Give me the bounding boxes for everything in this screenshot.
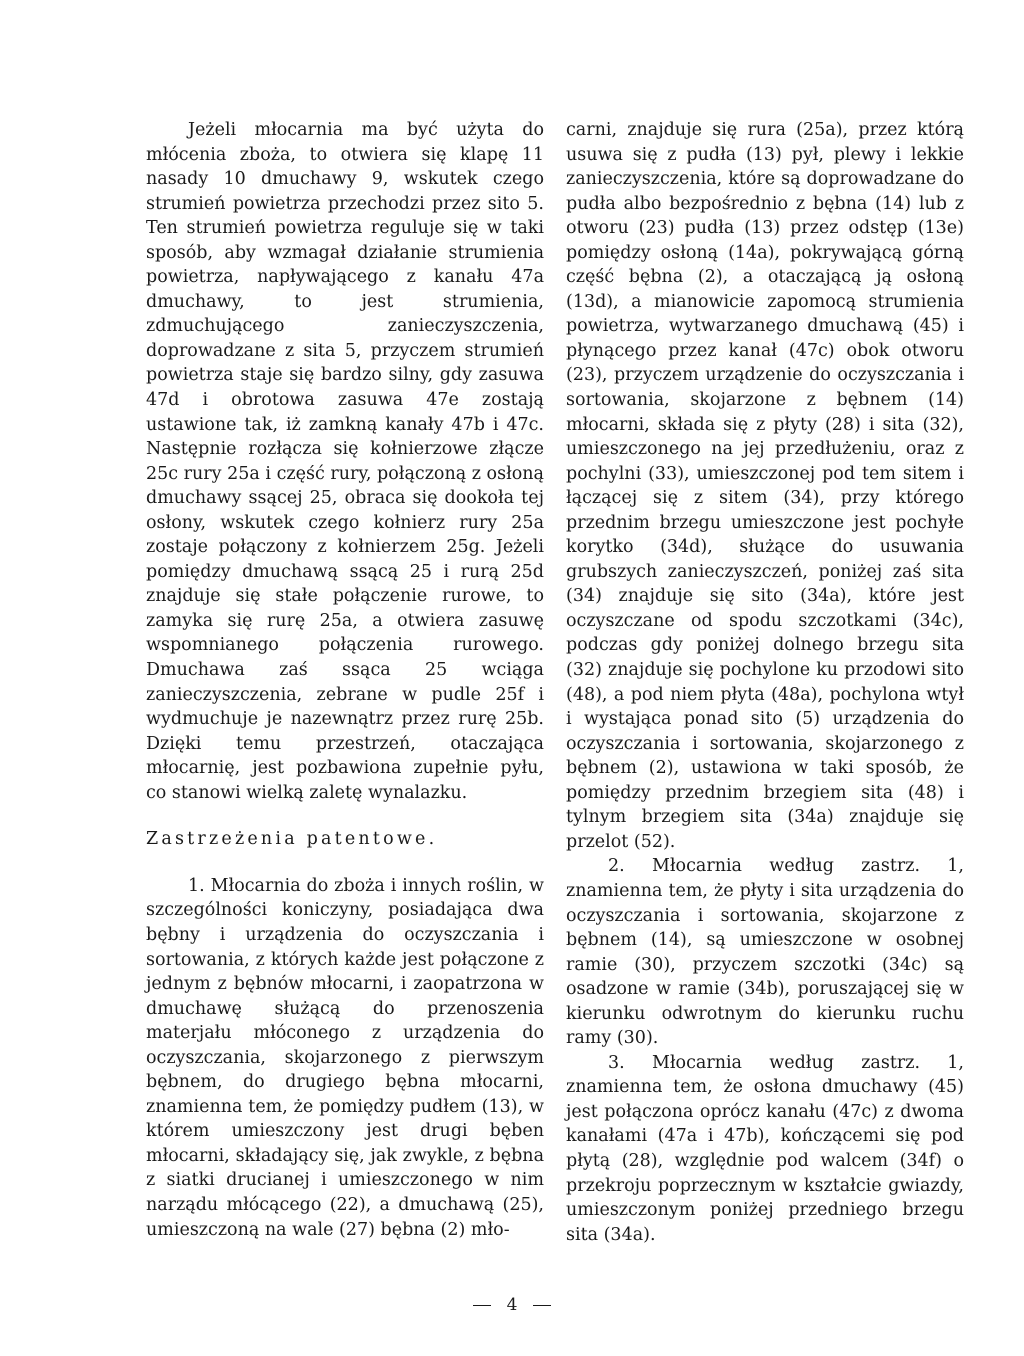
claim-1: 1. Młocarnia do zboża i innych roślin, w szczególności koniczyny, posiadająca dwa bębny i urządzenia do oczyszczania i sortowania, z których każde jest połączone z jednym z bębnów młocarni, i zaopatrzona w dmuchawę służącą do przenoszenia materjału młóconego z urządzenia do oczyszczania, skojarzonego z pierwszym bębnem, do drugiego bębna młocarni, znamienna tem, że pomiędzy pudłem (13), w którem umieszczony jest drugi bęben młocarni, składający się, jak zwykle, z bębna z siatki drucianej i umieszczonego w nim narządu młócącego (22), a dmuchawą (25), umieszczoną na wale (27) bębna (2) mło- [146, 875, 544, 1240]
right-column [566, 118, 964, 1247]
claim-3: 3. Młocarnia według zastrz. 1, znamienna tem, że osłona dmuchawy (45) jest połączona oprócz kanału (47c) z dwoma kanałami (47a i 47b), kończącemi się pod płytą (28), względnie pod walcem (34f) o przekroju poprzecznym w kształcie gwiazdy, umieszczonym poniżej przedniego brzegu sita (34a). [566, 1052, 964, 1245]
claim-2: 2. Młocarnia według zastrz. 1, znamienna tem, że płyty i sita urządzenia do oczyszczania i sortowania, skojarzone z bębnem (14), są umieszczone w osobnej ramie (30), przyczem szczotki (34c) są osadzone w ramie (34b), poruszającej się w kierunku odwrotnym do kierunku ruchu ramy (30). [566, 856, 964, 1049]
left-column [146, 118, 544, 1242]
dash-left [473, 1305, 491, 1307]
dash-right [533, 1305, 551, 1307]
claims-heading: Zastrzeżenia patentowe. [146, 829, 438, 850]
paragraph-blower-operation: Jeżeli młocarnia ma być użyta do młócenia zboża, to otwiera się klapę 11 nasady 10 dmuchawy 9, wskutek czego strumień powietrza przechodzi przez sito 5. Ten strumień powietrza reguluje się w taki sposób, aby wzmagał działanie strumienia powietrza, napływającego z kanału 47a dmuchawy, to jest strumienia, zdmuchującego zanieczyszczenia, doprowadzane z sita 5, przyczem strumień powietrza staje się bardzo silny, gdy zasuwa 47d i obrotowa zasuwa 47e zostają ustawione tak, iż zamkną kanały 47b i 47c. Następnie rozłącza się kołnierzowe złącze 25c rury 25a i część rury, połączoną z osłoną dmuchawy ssącej 25, obraca się dookoła tej osłony, wskutek czego kołnierz rury 25a zostaje połączony z kołnierzem 25g. Jeżeli pomiędzy dmuchawą ssącą 25 i rurą 25d znajduje się stałe połączenie rurowe, to zamyka się rurę 25a, a otwiera zasuwę wspomnianego połączenia rurowego. Dmuchawa zaś ssąca 25 wciąga zanieczyszczenia, zebrane w pudle 25f i wydmuchuje je nazewnątrz przez rurę 25b. Dzięki temu przestrzeń, otaczająca młocarnię, jest pozbawiona zupełnie pyłu, co stanowi wielką zaletę wynalazku. [146, 120, 544, 803]
claim-1-continuation: carni, znajduje się rura (25a), przez którą usuwa się z pudła (13) pył, plewy i lekkie zanieczyszczenia, które są doprowadzane do pudła albo bezpośrednio z bębna (14) lub z otworu (23) pudła (13) przez odstęp (13e) pomiędzy osłoną (14a), pokrywającą górną część bębna (2), a otaczającą ją osłoną (13d), a mianowicie zapomocą strumienia powietrza, wytwarzanego dmuchawą (45) i płynącego przez kanał (47c) obok otworu (23), przyczem urządzenie do oczyszczania i sortowania, skojarzone z bębnem (14) młocarni, składa się z płyty (28) i sita (32), umieszczonego na jej przedłużeniu, oraz z pochylni (33), umieszczonej pod tem sitem i łączącej się z sitem (34), przy którego przednim brzegu umieszczone jest pochyłe korytko (34d), służące do usuwania grubszych zanieczyszczeń, poniżej zaś sita (34) znajduje się sito (34a), które jest oczyszczane od spodu szczotkami (34c), podczas gdy poniżej dolnego brzegu sita (32) znajduje się pochylone ku przodowi sito (48), a pod niem płyta (48a), pochylona wtył i wystająca ponad sito (5) urządzenia do oczyszczania i sortowania, skojarzonego z bębnem (2), ustawiona w taki sposób, że pomiędzy przednim brzegiem sita (48) i tylnym brzegiem sita (34a) znajduje się przelot (52). [566, 120, 964, 852]
page-number: 4 [506, 1295, 518, 1315]
page-footer [0, 1295, 1024, 1315]
